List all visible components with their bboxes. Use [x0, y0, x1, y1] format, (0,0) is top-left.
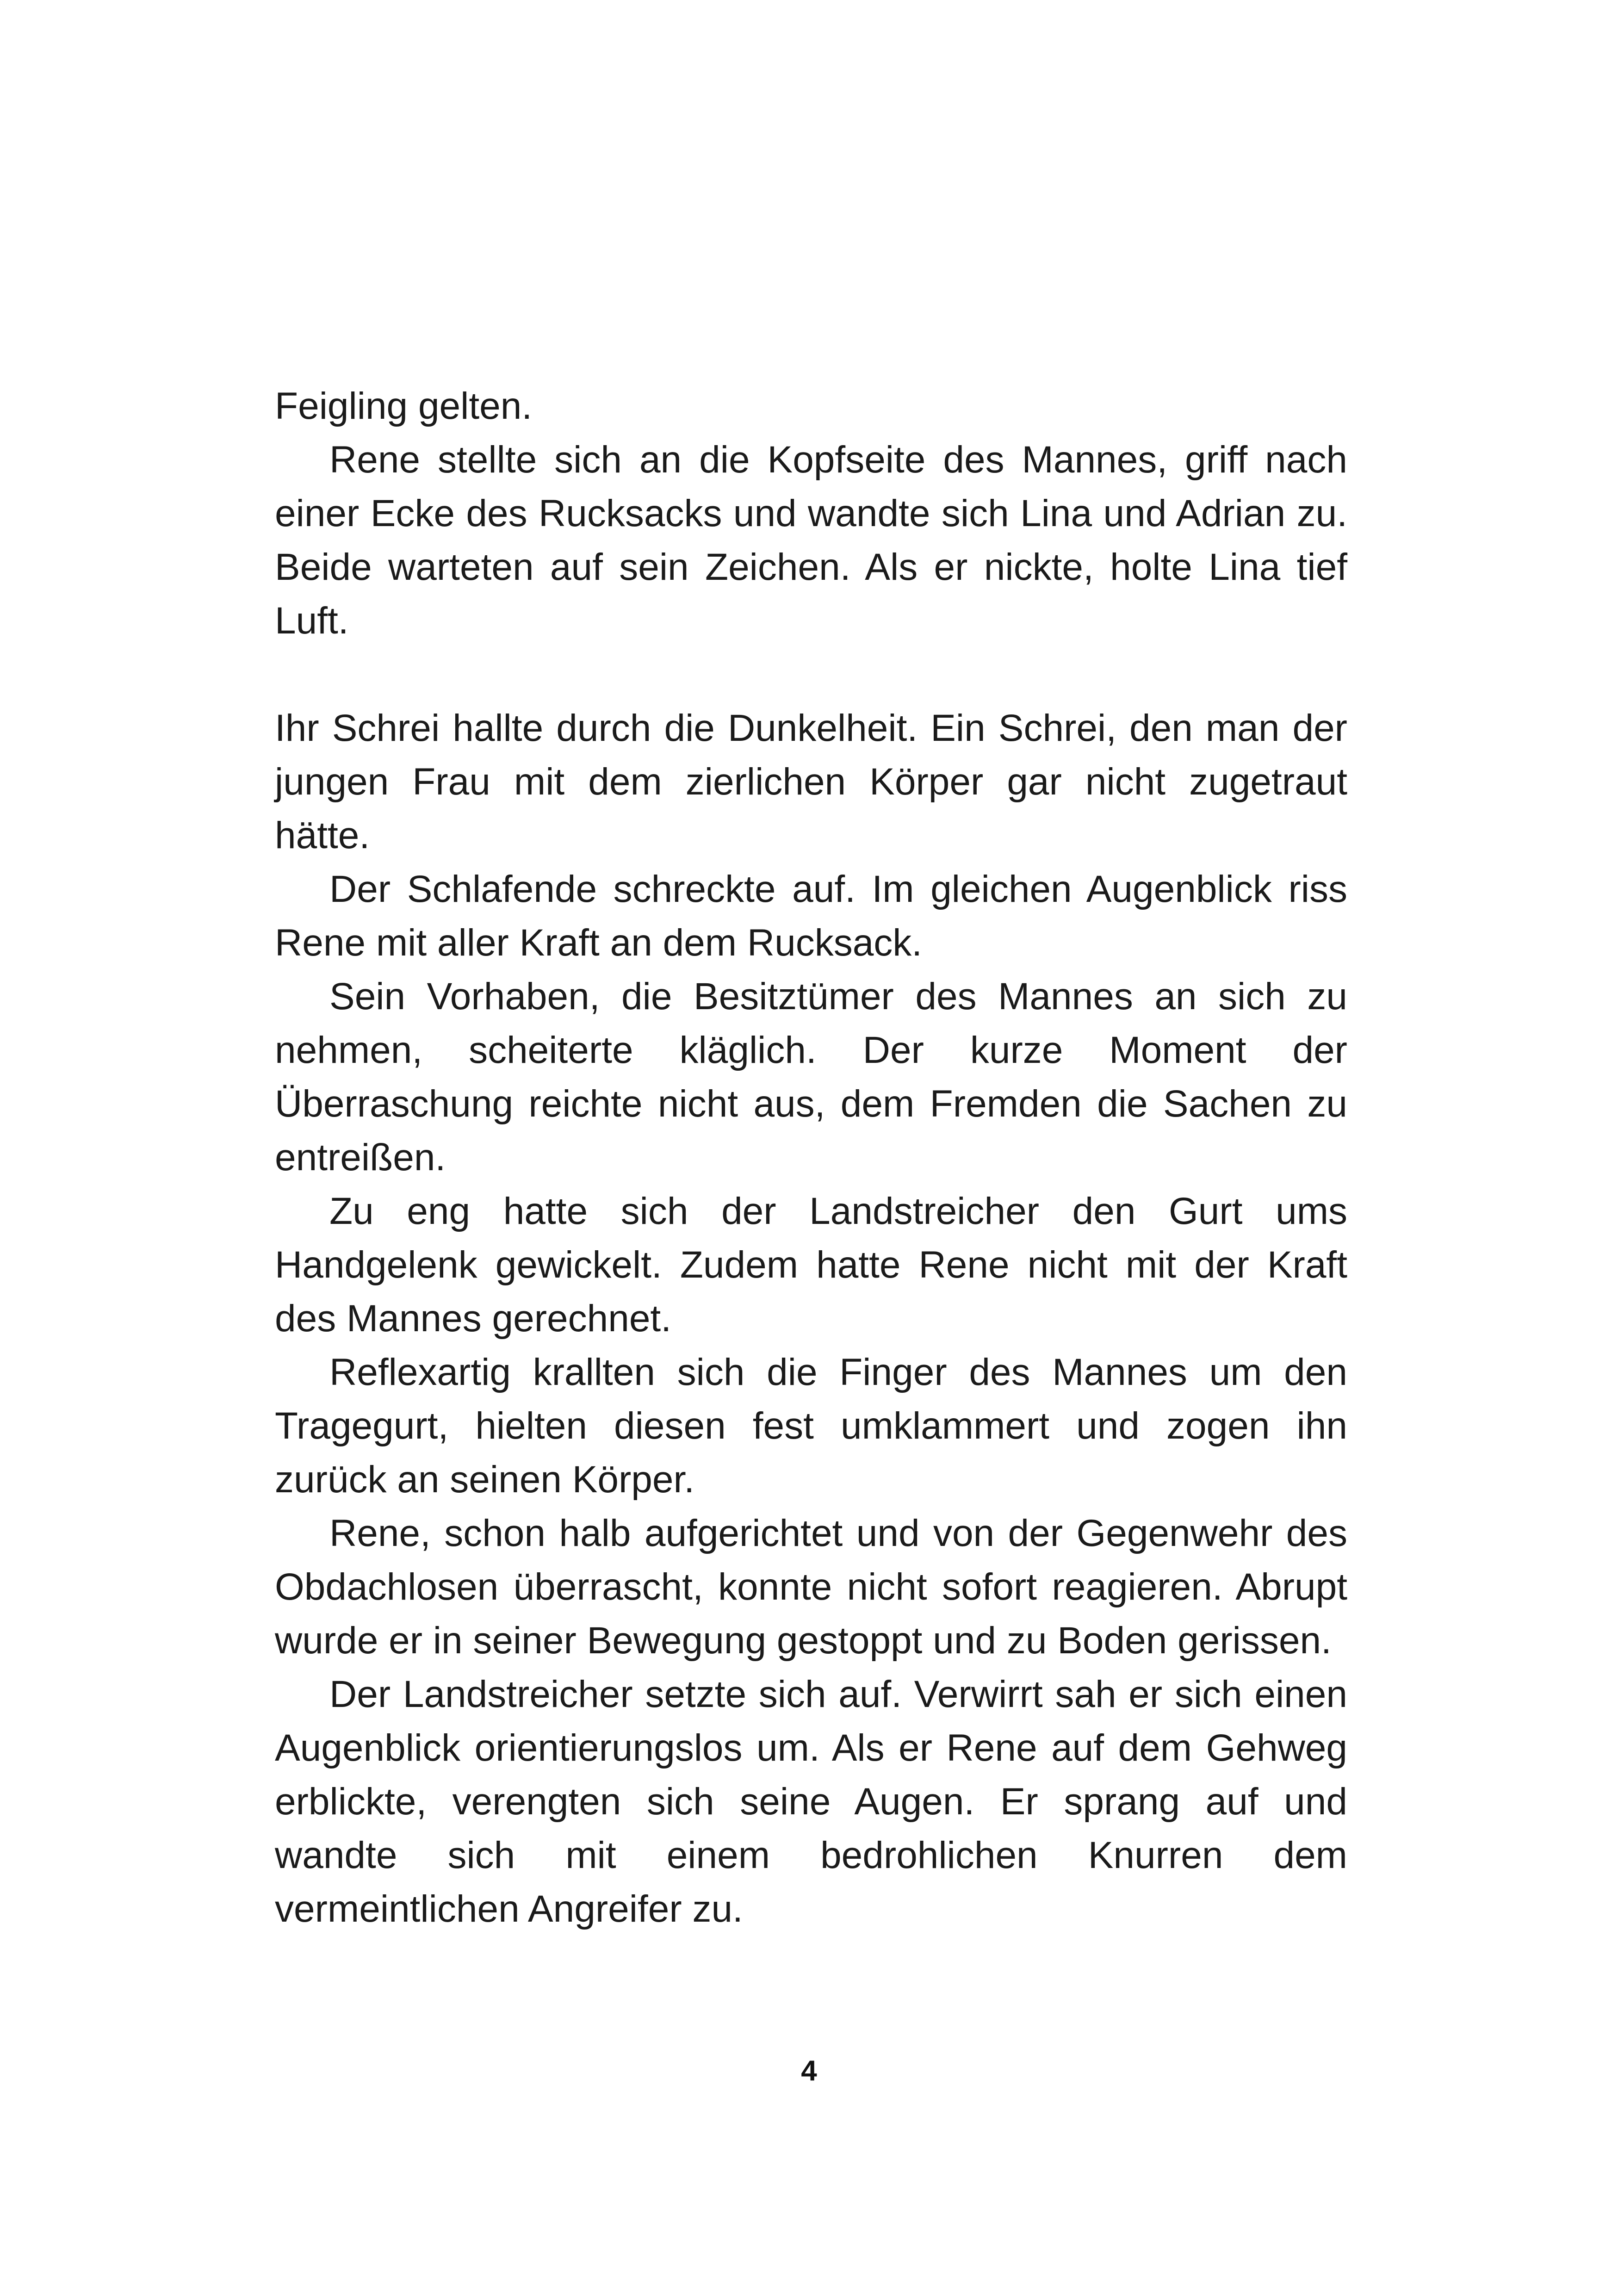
section-break [275, 648, 1347, 701]
paragraph: Rene, schon halb aufgerichtet und von der Gegenwehr des Obdachlosen überrascht, konnte nicht sofort reagieren. Abrupt wurde er in seiner Bewegung gestoppt und zu Boden gerissen. [275, 1512, 1347, 1662]
page-number: 4 [801, 2055, 817, 2087]
paragraph-section-start: Ihr Schrei hallte durch die Dunkelheit. Ein Schrei, den man der jungen Frau mit dem zierlichen Körper gar nicht zugetraut hätte. [275, 707, 1347, 856]
body-text [275, 379, 1347, 1936]
paragraph: Rene stellte sich an die Kopfseite des Mannes, griff nach einer Ecke des Rucksacks und wandte sich Lina und Adrian zu. Beide warteten auf sein Zeichen. Als er nickte, holte Lina tief Luft. [275, 439, 1347, 642]
paragraph: Sein Vorhaben, die Besitztümer des Mannes an sich zu nehmen, scheiterte kläglich. Der kurze Moment der Überraschung reichte nicht aus, dem Fremden die Sachen zu entreißen. [275, 975, 1347, 1179]
paragraph: Der Landstreicher setzte sich auf. Verwirrt sah er sich einen Augenblick orientierungslos um. Als er Rene auf dem Gehweg erblickte, verengten sich seine Augen. Er sprang auf und wandte sich mit einem bedrohlichen Knurren dem vermeintlichen Angreifer zu. [275, 1673, 1347, 1930]
paragraph: Zu eng hatte sich der Landstreicher den Gurt ums Handgelenk gewickelt. Zudem hatte Rene nicht mit der Kraft des Mannes gerechnet. [275, 1190, 1347, 1340]
paragraph-continuation: Feigling gelten. [275, 385, 533, 427]
paragraph: Der Schlafende schreckte auf. Im gleichen Augenblick riss Rene mit aller Kraft an dem Rucksack. [275, 868, 1347, 964]
paragraph: Reflexartig krallten sich die Finger des Mannes um den Tragegurt, hielten diesen fest umklammert und zogen ihn zurück an seinen Körper. [275, 1351, 1347, 1501]
